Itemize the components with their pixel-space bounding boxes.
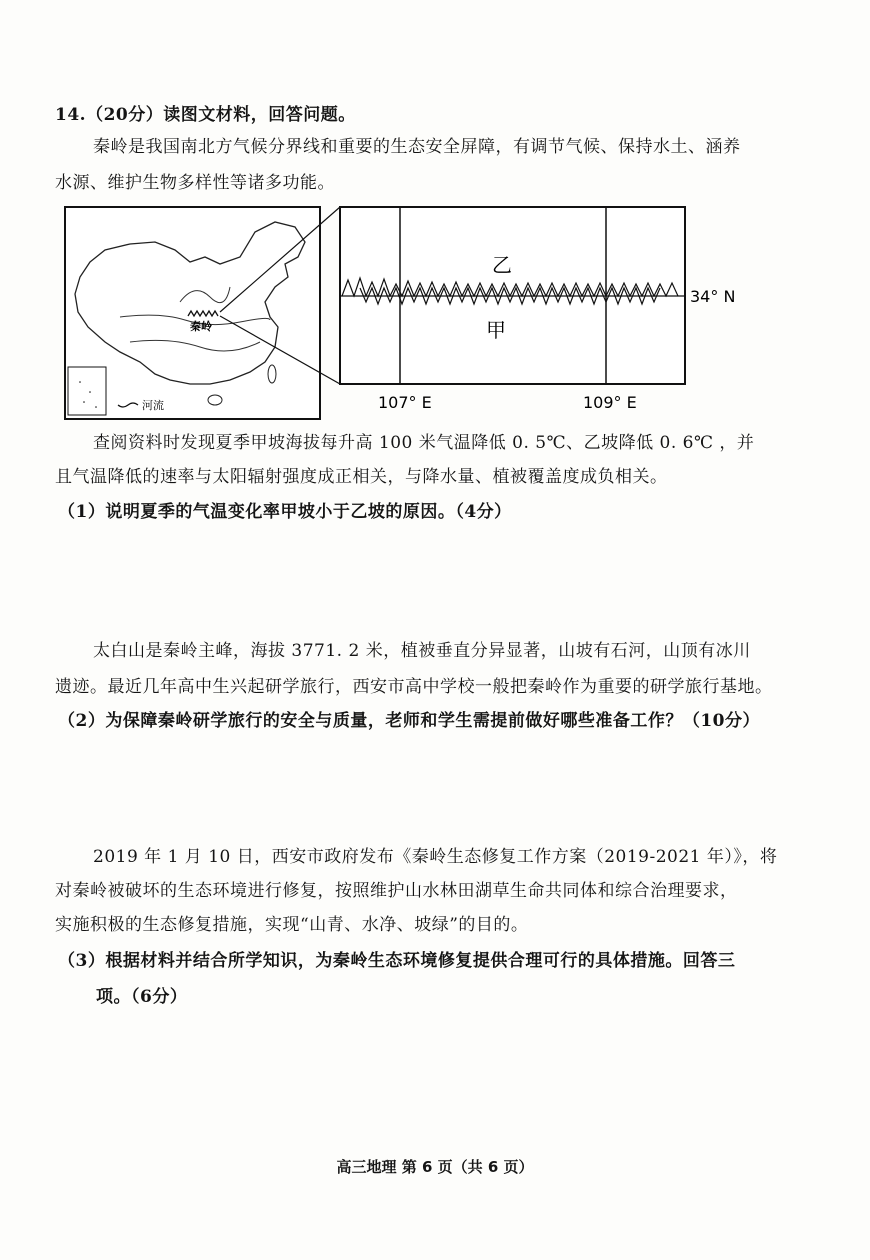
- north-slope-label: 乙: [492, 253, 512, 277]
- longitude-107-label: 107° E: [378, 393, 432, 412]
- para3-line-2: 对秦岭被破坏的生态环境进行修复，按照维护山水林田湖草生命共同体和综合治理要求，: [55, 881, 738, 901]
- para2-line-2: 遗迹。最近几年高中生兴起研学旅行，西安市高中学校一般把秦岭作为重要的研学旅行基地。: [55, 677, 773, 697]
- longitude-109-label: 109° E: [583, 393, 637, 412]
- para3-line-3: 实施积极的生态修复措施，实现“山青、水净、坡绿”的目的。: [55, 915, 529, 935]
- qinling-label: 秦岭: [190, 320, 212, 333]
- sub-question-3-line-2: 项。（6分）: [96, 987, 188, 1007]
- sub-question-3-line-1: （3）根据材料并结合所学知识，为秦岭生态环境修复提供合理可行的具体措施。回答三: [58, 951, 736, 971]
- river-legend-label: 河流: [142, 399, 164, 412]
- qinling-figure: [60, 202, 760, 422]
- para1-line-2: 且气温降低的速率与太阳辐射强度成正相关，与降水量、植被覆盖度成负相关。: [55, 467, 668, 487]
- page-footer: 高三地理 第 6 页（共 6 页）: [336, 1158, 534, 1176]
- sub-question-1: （1）说明夏季的气温变化率甲坡小于乙坡的原因。（4分）: [58, 502, 512, 522]
- latitude-label: 34° N: [690, 287, 736, 306]
- south-slope-label: 甲: [486, 318, 506, 342]
- intro-line-1: 秦岭是我国南北方气候分界线和重要的生态安全屏障，有调节气候、保持水土、涵养: [93, 137, 741, 157]
- para2-line-1: 太白山是秦岭主峰，海拔 3771. 2 米，植被垂直分异显著，山坡有石河，山顶有冰川: [93, 641, 751, 661]
- intro-line-2: 水源、维护生物多样性等诸多功能。: [55, 173, 335, 193]
- para3-line-1: 2019 年 1 月 10 日，西安市政府发布《秦岭生态修复工作方案（2019-2021 年）》，将: [93, 847, 778, 867]
- question-header: 14.（20分）读图文材料，回答问题。: [55, 105, 356, 125]
- para1-line-1: 查阅资料时发现夏季甲坡海拔每升高 100 米气温降低 0. 5℃、乙坡降低 0. 6℃ ，并: [93, 433, 755, 453]
- sub-question-2: （2）为保障秦岭研学旅行的安全与质量，老师和学生需提前做好哪些准备工作？（10分）: [58, 711, 760, 731]
